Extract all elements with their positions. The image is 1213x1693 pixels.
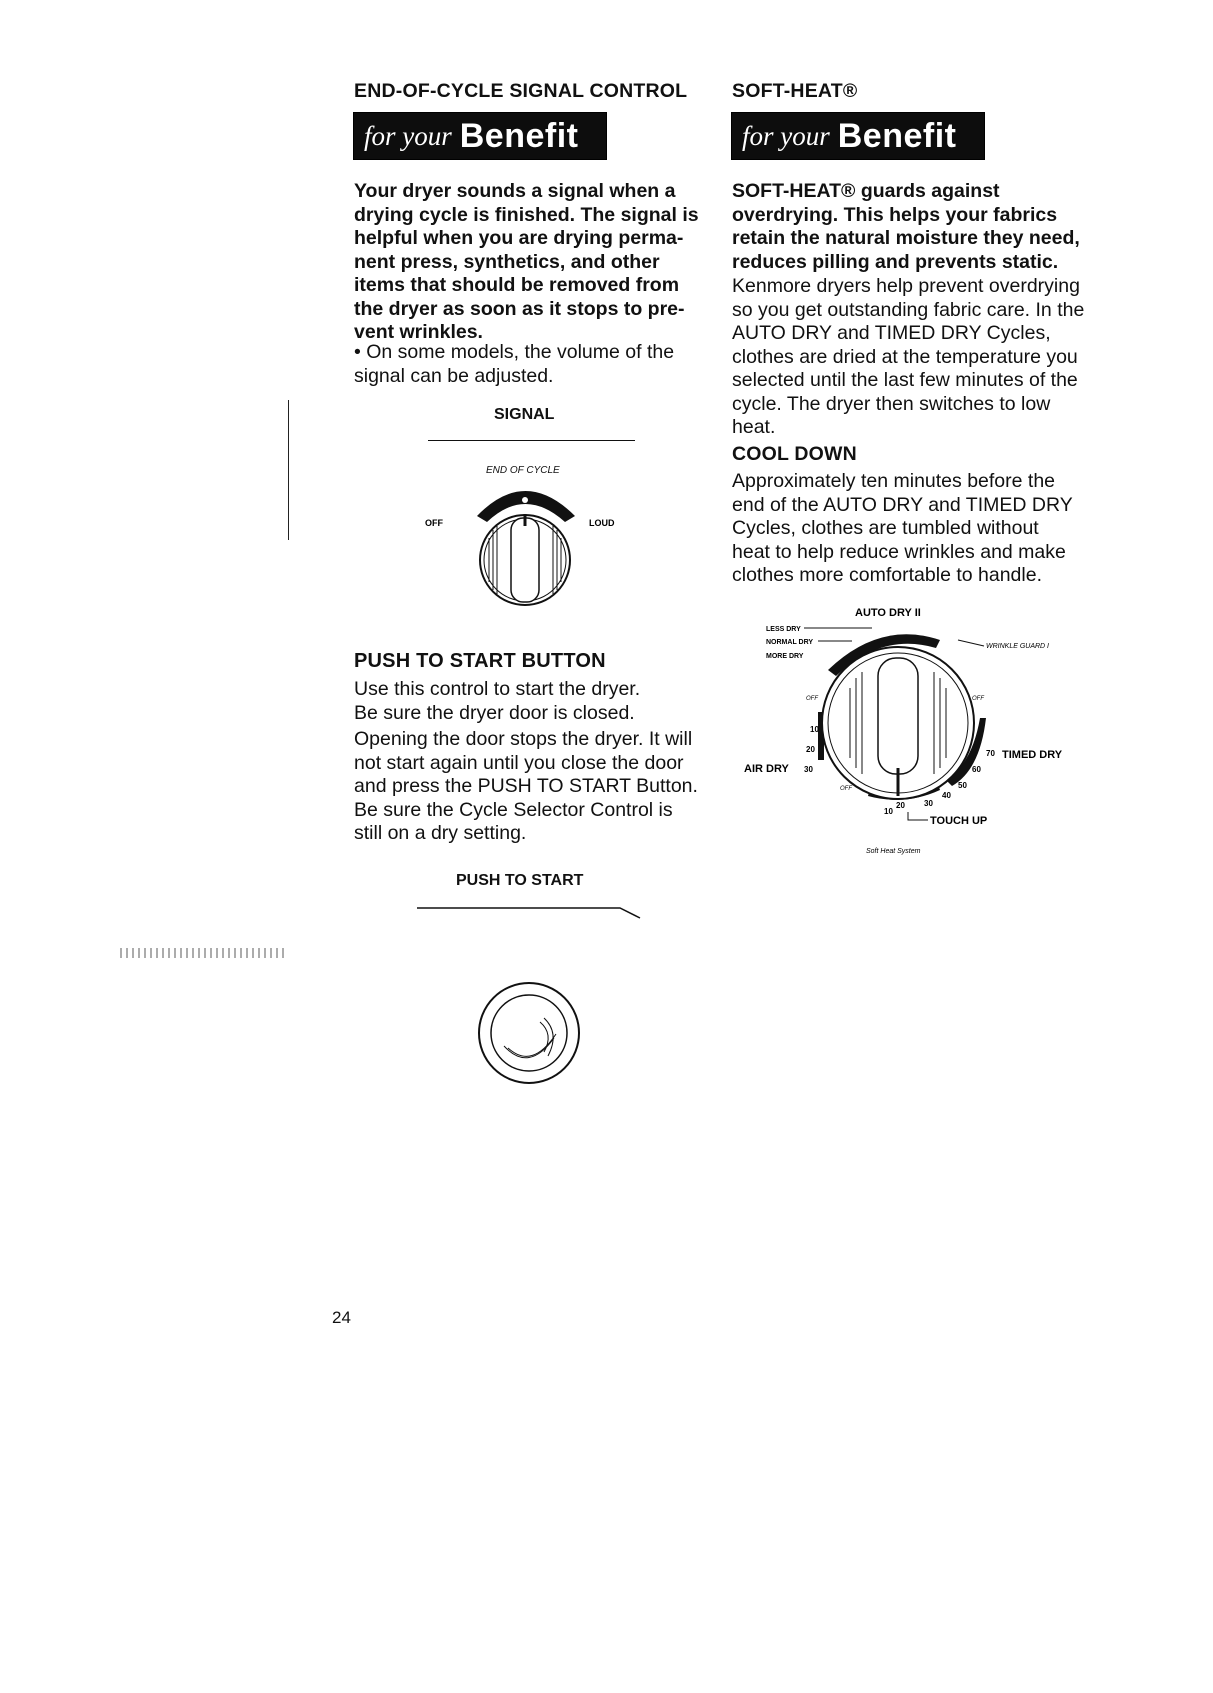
- cool-down-description: Approximately ten minutes before the end of the AUTO DRY and TIMED DRY Cycles, clothes are tumbled without heat to help reduce wrinkles and make clothes more comfortable to handle.: [732, 470, 1073, 586]
- tick-20-left: 20: [806, 745, 815, 754]
- auto-dry-label: AUTO DRY II: [855, 607, 921, 619]
- tick-10-bottom: 10: [884, 807, 893, 816]
- auto-dry-dial-figure: [740, 600, 1090, 860]
- soft-heat-system-label: Soft Heat System: [866, 848, 921, 855]
- off-label-left: OFF: [806, 696, 818, 702]
- for-your-text: for your: [742, 120, 830, 151]
- signal-intro: Your dryer sounds a signal when a drying cycle is finished. The signal is helpful when you are drying perma- nent press, synthetics, and other items that should be removed from the dryer as soon as it stops to pre- vent wrinkles.: [354, 180, 699, 343]
- push-label-line: [415, 900, 645, 920]
- signal-volume-note: • On some models, the volume of the signal can be adjusted.: [354, 341, 675, 387]
- more-dry-label: MORE DRY: [766, 653, 804, 660]
- off-label-bottom: OFF: [840, 786, 852, 792]
- signal-control-heading: END-OF-CYCLE SIGNAL CONTROL: [354, 80, 688, 102]
- tick-30-bottom: 30: [924, 799, 933, 808]
- signal-label-line: [428, 440, 635, 441]
- end-of-cycle-label: END OF CYCLE: [486, 465, 560, 476]
- cool-down-heading: COOL DOWN: [732, 443, 857, 465]
- tick-20-bottom: 20: [896, 801, 905, 810]
- for-your-benefit-banner-left: [354, 113, 606, 159]
- signal-loud-label: LOUD: [589, 518, 615, 528]
- auto-dry-dial-knob[interactable]: [822, 647, 974, 799]
- scan-margin-line: [288, 400, 289, 540]
- air-dry-label: AIR DRY: [744, 763, 789, 775]
- signal-dial[interactable]: [415, 478, 635, 608]
- touch-up-label: TOUCH UP: [930, 815, 988, 827]
- push-to-start-para-2: Opening the door stops the dryer. It will not start again until you close the door and press the PUSH TO START Button. Be sure the Cycle Selector Control is still on a dry setting.: [354, 728, 698, 844]
- signal-figure-label: SIGNAL: [494, 406, 555, 423]
- benefit-text: Benefit: [459, 116, 579, 155]
- tick-30-left: 30: [804, 765, 813, 774]
- tick-70: 70: [986, 749, 995, 758]
- soft-heat-intro: SOFT-HEAT® guards against overdrying. This helps your fabrics retain the natural moisture they need, reduces pilling and prevents static.: [732, 180, 1080, 273]
- page-number: 24: [332, 1308, 351, 1327]
- off-label-right: OFF: [972, 696, 984, 702]
- wrinkle-guard-label: WRINKLE GUARD I: [986, 643, 1050, 650]
- tick-50: 50: [958, 781, 967, 790]
- push-to-start-para-1: Use this control to start the dryer. Be sure the dryer door is closed.: [354, 678, 641, 724]
- for-your-benefit-banner-right: [732, 113, 984, 159]
- signal-dial-knob[interactable]: [480, 514, 570, 605]
- soft-heat-heading: SOFT-HEAT®: [732, 80, 858, 102]
- push-to-start-figure-label: PUSH TO START: [456, 872, 584, 889]
- tick-10-left: 10: [810, 725, 819, 734]
- signal-off-label: OFF: [425, 518, 443, 528]
- push-to-start-button[interactable]: [474, 978, 584, 1088]
- tick-40: 40: [942, 791, 951, 800]
- less-dry-label: LESS DRY: [766, 626, 801, 633]
- push-to-start-heading: PUSH TO START BUTTON: [354, 650, 606, 672]
- soft-heat-description: Kenmore dryers help prevent overdrying so you get outstanding fabric care. In the AUTO DRY and TIMED DRY Cycles, clothes are dried at the temperature you selected until the last few minutes of the cycle. The dryer then switches to low heat.: [732, 275, 1085, 438]
- benefit-text: Benefit: [837, 116, 957, 155]
- timed-dry-label: TIMED DRY: [1002, 749, 1063, 761]
- tick-60: 60: [972, 765, 981, 774]
- for-your-text: for your: [364, 120, 452, 151]
- normal-dry-label: NORMAL DRY: [766, 639, 814, 646]
- scan-smudge: [120, 948, 288, 958]
